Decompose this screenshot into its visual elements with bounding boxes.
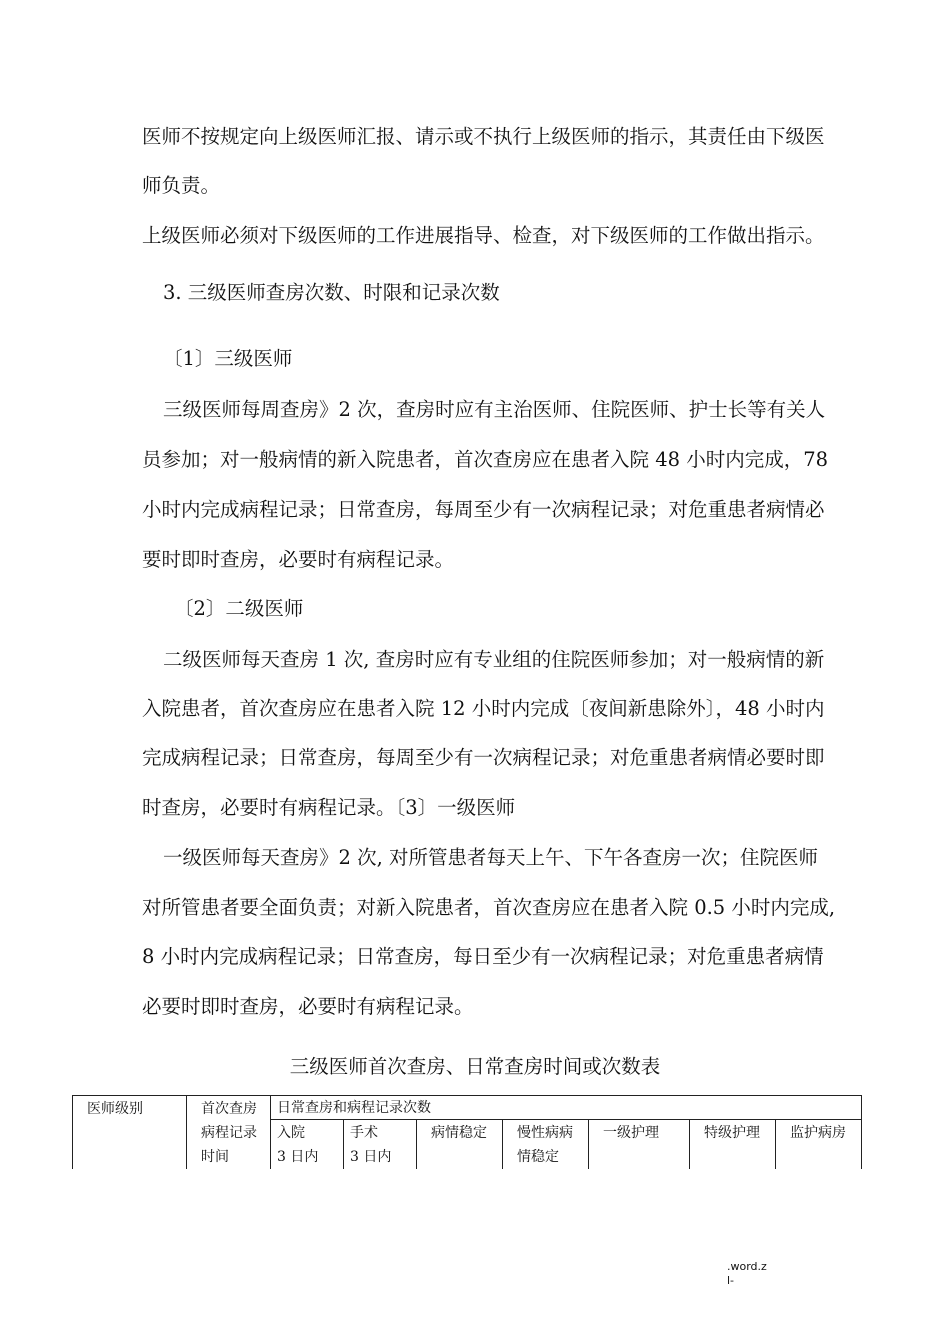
paragraph-line-13: 完成病程记录；日常查房，每周至少有一次病程记录；对危重患者病情必要时即 (142, 746, 825, 769)
paragraph-line-6: 三级医师每周查房》2 次，查房时应有主治医师、住院医师、护士长等有关人 (163, 398, 826, 421)
paragraph-line-1: 医师不按规定向上级医师汇报、请示或不执行上级医师的指示，其责任由下级医 (142, 125, 825, 148)
header-first-round-line-1: 首次查房 (201, 1101, 257, 1117)
paragraph-line-15: 一级医师每天查房》2 次, 对所管患者每天上午、下午各查房一次；住院医师 (163, 846, 819, 869)
subheader-icu (776, 1120, 862, 1170)
paragraph-line-17: 8 小时内完成病程记录；日常查房，每日至少有一次病程记录；对危重患者病情 (142, 945, 824, 968)
subheader-chronic-stable (503, 1120, 589, 1170)
footer-line-2: l- (727, 1274, 735, 1287)
subheading-level-2-doctor: 〔2〕二级医师 (174, 597, 304, 620)
paragraph-line-18: 必要时即时查房，必要时有病程记录。 (142, 995, 474, 1018)
subheader-stable (417, 1120, 503, 1170)
paragraph-line-8: 小时内完成病程记录；日常查房，每周至少有一次病程记录；对危重患者病情必 (142, 498, 825, 521)
paragraph-line-9: 要时即时查房，必要时有病程记录。 (142, 548, 455, 571)
page-footer (727, 1260, 767, 1288)
subheader-special-care-line-1: 特级护理 (704, 1125, 760, 1141)
rounds-schedule-table (72, 1095, 862, 1169)
subheading-level-3-doctor: 〔1〕三级医师 (163, 347, 293, 370)
subheader-surgery-line-2: 3 日内 (350, 1149, 392, 1165)
header-first-round-line-3: 时间 (201, 1149, 229, 1165)
header-doctor-level (73, 1096, 187, 1170)
section-heading-3: 3. 三级医师查房次数、时限和记录次数 (163, 281, 500, 304)
subheader-special-care (690, 1120, 776, 1170)
subheader-surgery (344, 1120, 417, 1170)
header-daily-rounds-group (271, 1096, 862, 1120)
footer-line-1: .word.z (727, 1260, 767, 1273)
subheader-chronic-stable-line-1: 慢性病病 (517, 1125, 573, 1141)
subheader-surgery-line-1: 手术 (350, 1125, 378, 1141)
table-header-row-1 (73, 1096, 862, 1120)
paragraph-line-14: 时查房，必要时有病程记录。〔3〕一级医师 (142, 796, 516, 819)
header-first-round-line-2: 病程记录 (201, 1125, 257, 1141)
paragraph-line-16: 对所管患者要全面负责；对新入院患者，首次查房应在患者入院 0.5 小时内完成, (142, 896, 836, 919)
subheader-admission (271, 1120, 344, 1170)
header-first-round (187, 1096, 271, 1170)
subheader-admission-line-2: 3 日内 (277, 1149, 319, 1165)
subheader-level-1-care-line-1: 一级护理 (603, 1125, 659, 1141)
subheader-level-1-care (589, 1120, 690, 1170)
subheader-admission-line-1: 入院 (277, 1125, 305, 1141)
header-daily-rounds-text: 日常查房和病程记录次数 (277, 1100, 431, 1116)
subheader-stable-line-1: 病情稳定 (431, 1125, 487, 1141)
table-title: 三级医师首次查房、日常查房时间或次数表 (289, 1055, 661, 1078)
paragraph-line-12: 入院患者，首次查房应在患者入院 12 小时内完成〔夜间新患除外〕，48 小时内 (142, 697, 825, 720)
header-doctor-level-text: 医师级别 (87, 1101, 143, 1117)
paragraph-line-11: 二级医师每天查房 1 次, 查房时应有专业组的住院医师参加；对一般病情的新 (163, 648, 825, 671)
paragraph-line-7: 员参加；对一般病情的新入院患者，首次查房应在患者入院 48 小时内完成，78 (142, 448, 829, 471)
paragraph-line-3: 上级医师必须对下级医师的工作进展指导、检查，对下级医师的工作做出指示。 (142, 224, 825, 247)
subheader-chronic-stable-line-2: 情稳定 (517, 1149, 559, 1165)
subheader-icu-line-1: 监护病房 (790, 1125, 846, 1141)
paragraph-line-2: 师负责。 (142, 174, 221, 197)
